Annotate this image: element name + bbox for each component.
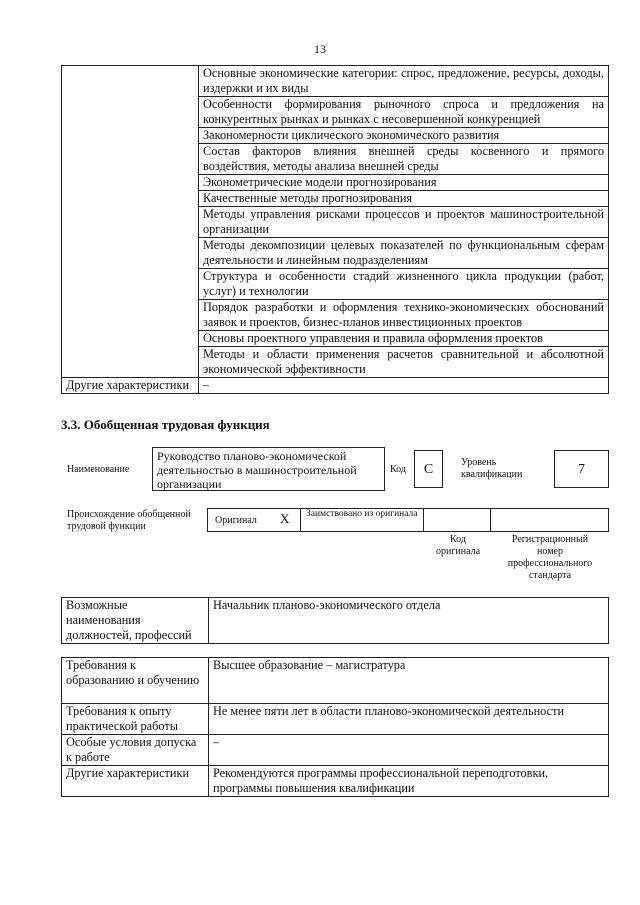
knowledge-item: Особенности формирования рыночного спроса и предложения на конкурентных рынках и рынках с несовершенной конкуренцией xyxy=(199,97,609,128)
knowledge-item: Методы декомпозиции целевых показателей по функциональным сферам деятельности и линейным подразделениям xyxy=(199,238,609,269)
origin-code-cell xyxy=(423,508,491,532)
requirement-value: Не менее пяти лет в области планово-экономической деятельности xyxy=(209,704,609,735)
reg-caption: Регистрационный номер профессионального стандарта xyxy=(507,534,593,581)
table-row xyxy=(62,766,609,797)
knowledge-item: Порядок разработки и оформления технико-экономических обоснований заявок и проектов, бизнес-планов инвестиционных проектов xyxy=(199,300,609,331)
table-cell-empty xyxy=(62,66,199,378)
table-row xyxy=(62,704,609,735)
requirement-value: Высшее образование – магистратура xyxy=(209,658,609,704)
knowledge-item: Методы управления рисками процессов и проектов машиностроительной организации xyxy=(199,207,609,238)
knowledge-table xyxy=(61,65,609,394)
origin-borrowed-cell xyxy=(300,508,424,532)
level-value-box: 7 xyxy=(554,450,609,488)
original-label: Оригинал xyxy=(215,515,257,526)
requirement-value: Рекомендуются программы профессиональной переподготовки, программы повышения квалификации xyxy=(209,766,609,797)
table-row xyxy=(62,66,609,97)
knowledge-item: Качественные методы прогнозирования xyxy=(199,191,609,207)
original-mark: X xyxy=(280,511,290,526)
table-row xyxy=(62,735,609,766)
knowledge-item: Закономерности циклического экономического развития xyxy=(199,128,609,144)
section-title: 3.3. Обобщенная трудовая функция xyxy=(61,417,270,432)
code-label: Код xyxy=(390,464,406,475)
knowledge-item: Структура и особенности стадий жизненного цикла продукции (работ, услуг) и технологии xyxy=(199,269,609,300)
requirement-label: Требования к опыту практической работы xyxy=(62,704,209,735)
other-characteristics-value: – xyxy=(199,378,609,394)
requirement-label: Особые условия допуска к работе xyxy=(62,735,209,766)
table-row xyxy=(62,378,609,394)
table-row xyxy=(62,658,609,704)
knowledge-item: Основы проектного управления и правила оформления проектов xyxy=(199,331,609,347)
knowledge-item: Эконометрические модели прогнозирования xyxy=(199,175,609,191)
origin-reg-cell xyxy=(490,508,609,532)
requirements-table xyxy=(61,657,609,797)
knowledge-item: Состав факторов влияния внешней среды косвенного и прямого воздействия, методы анализа внешней среды xyxy=(199,144,609,175)
level-label: Уровень квалификации xyxy=(461,457,523,480)
requirement-value: – xyxy=(209,735,609,766)
requirement-label: Требования к образованию и обучению xyxy=(62,658,209,704)
code-caption: Код оригинала xyxy=(435,534,481,557)
borrowed-label: Заимствовано из оригинала xyxy=(306,509,418,519)
origin-original-cell xyxy=(207,508,301,532)
table-row xyxy=(62,598,609,644)
code-value-box: C xyxy=(414,450,443,488)
origin-label: Происхождение обобщенной трудовой функции xyxy=(67,509,191,532)
page-number: 13 xyxy=(314,42,326,56)
requirement-label: Другие характеристики xyxy=(62,766,209,797)
knowledge-item: Основные экономические категории: спрос, предложение, ресурсы, доходы, издержки и их виды xyxy=(199,66,609,97)
positions-label: Возможные наименования должностей, профессий xyxy=(62,598,209,644)
other-characteristics-label: Другие характеристики xyxy=(62,378,199,394)
positions-value: Начальник планово-экономического отдела xyxy=(209,598,609,644)
knowledge-item: Методы и области применения расчетов сравнительной и абсолютной экономической эффективности xyxy=(199,347,609,378)
name-label: Наименование xyxy=(67,464,130,475)
function-name-box: Руководство планово-экономической деятельностью в машиностроительной организации xyxy=(152,447,385,491)
positions-table xyxy=(61,597,609,644)
